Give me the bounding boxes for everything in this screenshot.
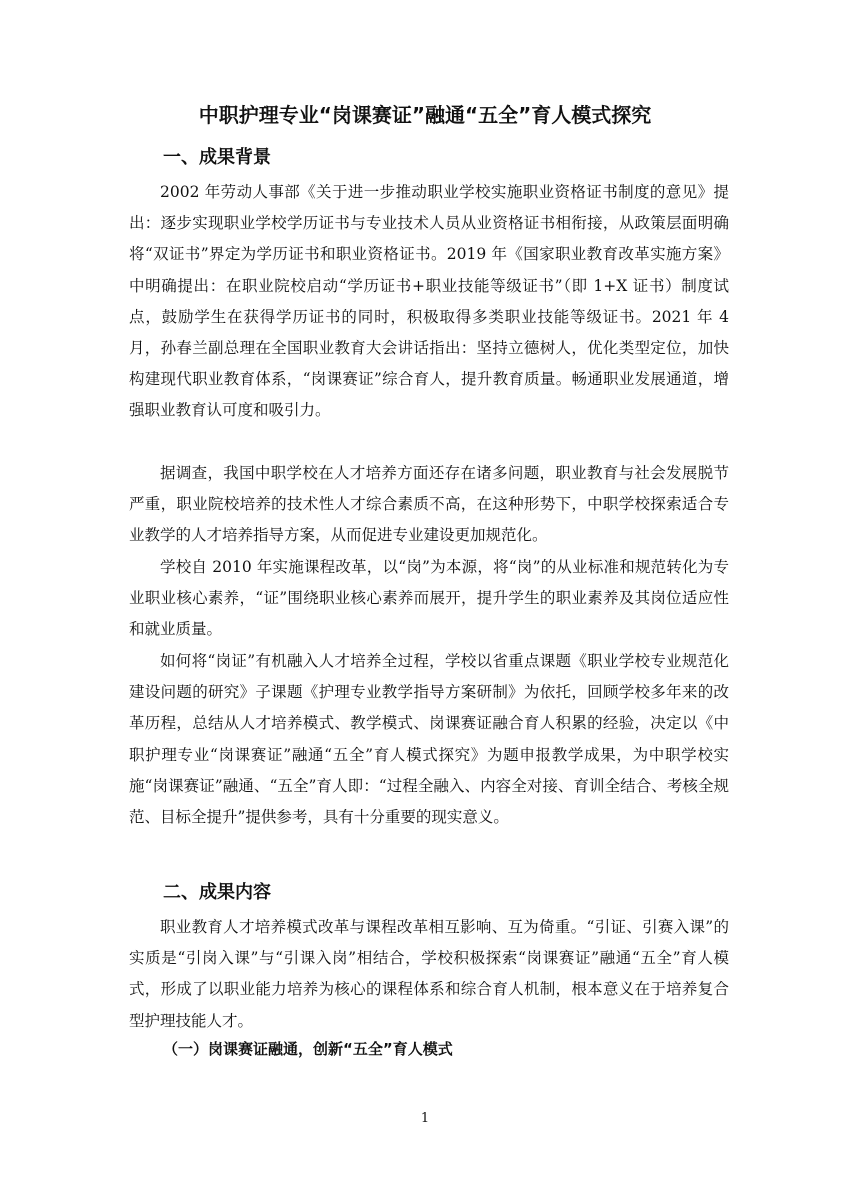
section-heading-background: 一、成果背景: [163, 147, 271, 168]
document-title: 中职护理专业“岗课赛证”融通“五全”育人模式探究: [198, 103, 652, 127]
paragraph-background-3: 学校自 2010 年实施课程改革，以“岗”为本源，将“岗”的从业标准和规范转化为专业职业核心素养，“证”围绕职业核心素养而展开，提升学生的职业素养及其岗位适应性和就业质量。: [129, 558, 729, 639]
paragraph-background-1: 2002 年劳动人事部《关于进一步推动职业学校实施职业资格证书制度的意见》提出：逐步实现职业学校学历证书与专业技术人员从业资格证书相衔接，从政策层面明确将“双证书”界定为学历证书和职业资格证书。2019 年《国家职业教育改革实施方案》中明确提出：在职业院校启动“学历证书+职业技能等级证书”（即 1+X 证书）制度试点，鼓励学生在获得学历证书的同时，积极取得多类职业技能等级证书。2021 年 4 月，孙春兰副总理在全国职业教育大会讲话指出：坚持立德树人，优化类型定位，加快构建现代职业教育体系，“岗课赛证”综合育人，提升教育质量。畅通职业发展通道，增强职业教育认可度和吸引力。: [129, 183, 729, 420]
paragraph-content-1: 职业教育人才培养模式改革与课程改革相互影响、互为倚重。“引证、引赛入课”的实质是“引岗入课”与“引课入岗”相结合，学校积极探索“岗课赛证”融通“五全”育人模式，形成了以职业能力培养为核心的课程体系和综合育人机制，根本意义在于培养复合型护理技能人才。: [129, 918, 729, 1030]
section-heading-content: 二、成果内容: [163, 882, 271, 903]
paragraph-background-2: 据调查，我国中职学校在人才培养方面还存在诸多问题，职业教育与社会发展脱节严重，职业院校培养的技术性人才综合素质不高，在这种形势下，中职学校探索适合专业教学的人才培养指导方案，从而促进专业建设更加规范化。: [129, 464, 729, 545]
paragraph-background-4: 如何将“岗证”有机融入人才培养全过程，学校以省重点课题《职业学校专业规范化建设问题的研究》子课题《护理专业教学指导方案研制》为依托，回顾学校多年来的改革历程，总结从人才培养模式、教学模式、岗课赛证融合育人积累的经验，决定以《中职护理专业“岗课赛证”融通“五全”育人模式探究》为题申报教学成果，为中职学校实施“岗课赛证”融通、“五全”育人即：“过程全融入、内容全对接、育训全结合、考核全规范、目标全提升”提供参考，具有十分重要的现实意义。: [129, 652, 729, 827]
page-number: 1: [420, 1111, 430, 1126]
subsection-heading-1: （一）岗课赛证融通，创新“五全”育人模式: [163, 1040, 453, 1058]
